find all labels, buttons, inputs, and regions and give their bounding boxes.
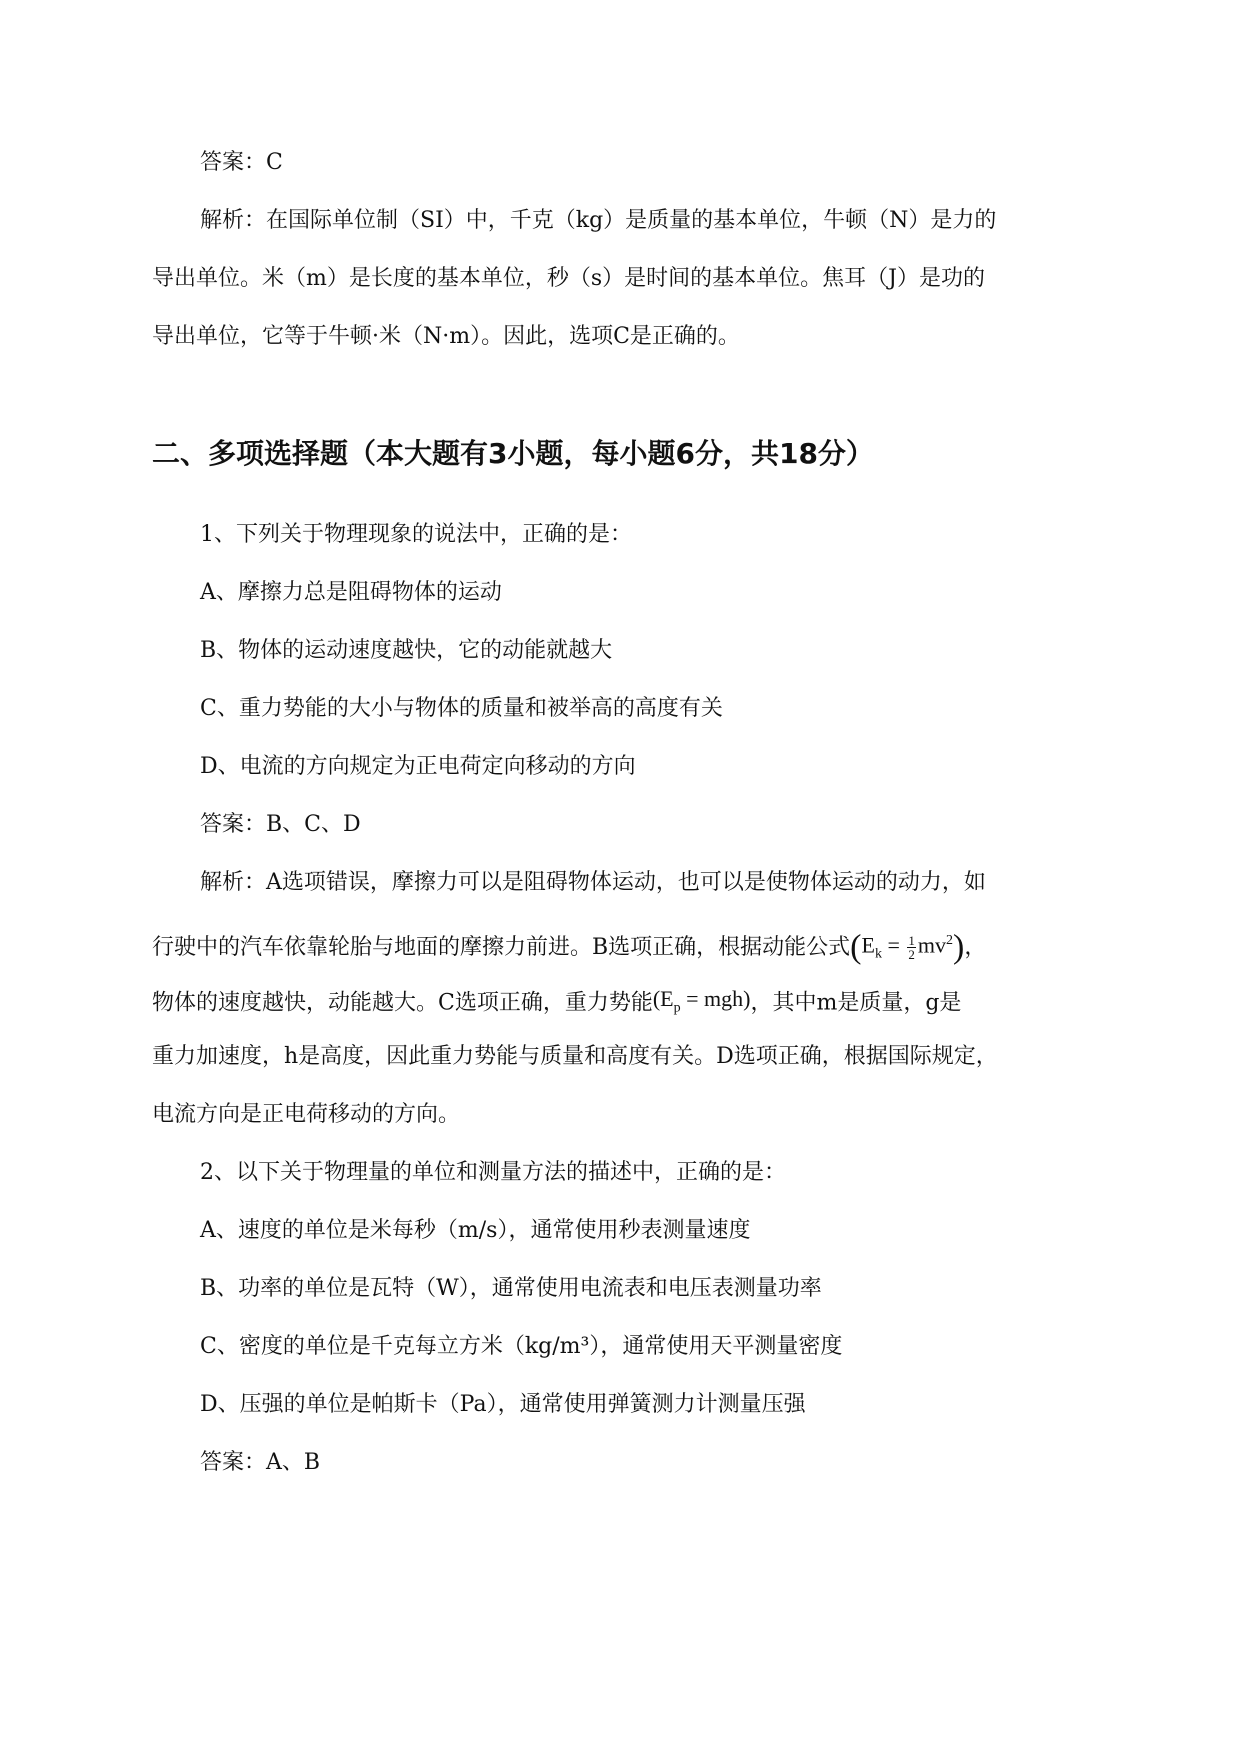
q1-option-c: C、重力势能的大小与物体的质量和被举高的高度有关 [200,696,723,721]
q1-analysis-line-4: 重力加速度，h是高度，因此重力势能与质量和高度有关。D选项正确，根据国际规定， [152,1044,998,1069]
q2-stem: 2、以下关于物理量的单位和测量方法的描述中，正确的是： [200,1160,786,1185]
q1-option-d: D、电流的方向规定为正电荷定向移动的方向 [200,754,636,779]
q1-answer: 答案：B、C、D [200,812,361,837]
q2-option-a: A、速度的单位是米每秒（m/s），通常使用秒表测量速度 [200,1218,751,1243]
q1-analysis-line-5: 电流方向是正电荷移动的方向。 [152,1102,461,1127]
q1-analysis-text: 行驶中的汽车依靠轮胎与地面的摩擦力前进。B选项正确，根据动能公式 [152,934,851,960]
q1-option-a: A、摩擦力总是阻碍物体的运动 [200,580,502,605]
q1-option-b: B、物体的运动速度越快，它的动能就越大 [200,638,613,663]
q1-analysis-line-2: 行驶中的汽车依靠轮胎与地面的摩擦力前进。B选项正确，根据动能公式($E_k$ = $\frac{1}{2}$ $mv^2$)， [152,926,986,970]
fraction: $\frac{1}{2}$ [908,932,915,962]
q1-stem: 1、下列关于物理现象的说法中，正确的是： [200,522,632,547]
top-analysis-line-2: 导出单位。米（m）是长度的基本单位，秒（s）是时间的基本单位。焦耳（J）是功的 [152,266,985,291]
potential-energy-formula: $(E_p = mgh)$ [652,986,751,1016]
section-heading: 二、多项选择题（本大题有3小题，每小题6分，共18分） [152,437,874,470]
q1-analysis-line-1: 解析：A选项错误，摩擦力可以是阻碍物体运动，也可以是使物体运动的动力，如 [200,870,986,895]
q2-option-c: C、密度的单位是千克每立方米（kg/m³），通常使用天平测量密度 [200,1334,843,1359]
kinetic-energy-formula: ($E_k$ = $\frac{1}{2}$ $mv^2$) [850,928,965,966]
q2-answer: 答案：A、B [200,1450,321,1475]
top-answer: 答案：C [200,150,283,175]
top-analysis-line-3: 导出单位，它等于牛顿·米（N·m）。因此，选项C是正确的。 [152,324,740,349]
q2-option-d: D、压强的单位是帕斯卡（Pa），通常使用弹簧测力计测量压强 [200,1392,806,1417]
q1-analysis-line-3: 物体的速度越快，动能越大。C选项正确，重力势能$(E_p = mgh)$，其中m是质量，g是 [152,984,961,1023]
q2-option-b: B、功率的单位是瓦特（W），通常使用电流表和电压表测量功率 [200,1276,822,1301]
top-analysis-line-1: 解析：在国际单位制（SI）中，千克（kg）是质量的基本单位，牛顿（N）是力的 [200,208,997,233]
